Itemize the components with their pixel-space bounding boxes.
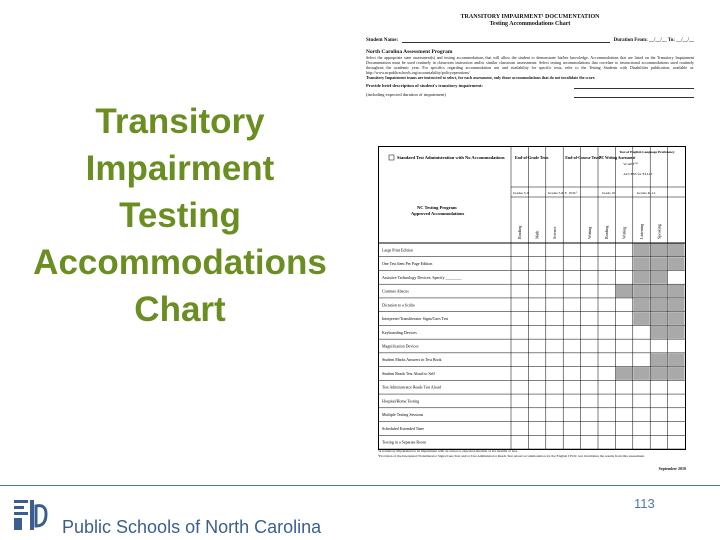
grade-label: Grades K–12 <box>636 191 656 195</box>
title-line: Impairment <box>85 149 275 188</box>
describe-field[interactable] <box>574 83 694 89</box>
shaded-cell <box>651 353 667 366</box>
eoc-label: End-of-Course Tests² <box>565 155 602 160</box>
row-label: Keyboarding Devices <box>382 329 417 335</box>
title-line: Accommodations <box>33 243 327 282</box>
row-label: Student Reads Test Aloud to Self <box>382 370 435 376</box>
row-label: Interpreter/Transliterator Signs/Cues Test <box>382 316 449 322</box>
documentation-form <box>366 10 694 475</box>
shaded-cell <box>651 326 667 339</box>
shaded-cell <box>633 367 649 380</box>
doc-subtitle: Testing Accommodations Chart <box>489 21 571 27</box>
grade-label: Grades 3–8 <box>513 191 530 195</box>
instructions: Select the appropriate state assessment(s) and testing accommodations that will allow the student to demonstrate his/her knowledge. Accommodations that are listed on the Transitory Impairment Documentation must be used routinely in classroom instruction and/or similar classroom assessments. Select testing accommodations that correlate to instructional accommodations used routinely throughout the academic year. For specifics regarding accommodation use and availability for specific tests, refer to the Testing Students with Disabilities publication, available at: http://www.ncpublicschools.org/accountability/policyoperations/ <box>366 55 694 75</box>
duration-note: (including expected duration of impairment) <box>366 92 446 97</box>
footnotes <box>378 449 684 458</box>
shaded-cell <box>651 257 667 270</box>
row-label: Test Administrator Reads Test Aloud <box>382 384 441 390</box>
shaded-cell <box>633 271 649 284</box>
row-label: Cranmer Abacus <box>382 288 409 294</box>
row-label: Multiple Testing Sessions <box>382 412 424 418</box>
nc-logo-icon <box>12 496 50 532</box>
shaded-cell <box>668 244 684 257</box>
row-label: Testing in a Separate Room <box>382 439 427 445</box>
slide-title <box>20 98 340 333</box>
shaded-cell <box>616 285 632 298</box>
program-title: North Carolina Assessment Program <box>366 49 453 55</box>
row-label: Magnification Devices <box>382 343 419 349</box>
warning-text: Transitory Impairment teams are instructed to select, for each assessment, only those accommodations that do not invalidate the score. <box>366 75 596 80</box>
shaded-cell <box>633 298 649 311</box>
shaded-cell <box>668 312 684 325</box>
row-label: Large Print Edition <box>382 247 413 253</box>
row-label: Hospital/Home Testing <box>382 398 420 404</box>
column-label: Science <box>552 226 557 239</box>
access-label: ACCESS for ELLs® <box>623 172 653 176</box>
shaded-cell <box>668 326 684 339</box>
column-label: Writing <box>586 226 592 239</box>
writing-group-label: NC Writing Assessment <box>599 156 636 160</box>
duration-note-field[interactable] <box>574 92 694 98</box>
shaded-cell <box>668 257 684 270</box>
wapt-label: W-APT™ <box>623 162 638 166</box>
shaded-cell <box>668 353 684 366</box>
shaded-cell <box>668 298 684 311</box>
describe-label: Provide brief description of student's transitory impairment: <box>366 83 483 88</box>
doc-title: TRANSITORY IMPAIRMENT¹ DOCUMENTATION <box>460 14 600 20</box>
accommodations-grid <box>378 146 686 450</box>
describe-row <box>366 83 694 89</box>
title-line: Testing <box>119 196 241 235</box>
shaded-cell <box>668 367 684 380</box>
shaded-cell <box>668 285 684 298</box>
grid-svg <box>379 147 685 449</box>
grade-label: Grade 10 <box>602 191 615 195</box>
standard-checkbox <box>389 155 394 160</box>
shaded-cell <box>633 285 649 298</box>
row-label: Dictation to a Scribe <box>382 302 415 308</box>
shaded-cell <box>633 257 649 270</box>
title-line: Chart <box>134 290 226 329</box>
program-label: NC Testing Program <box>417 205 457 210</box>
doc-date: September 2010 <box>658 466 686 471</box>
footnote-1: ¹A transitory impairment is an impairment with an actual or expected duration of six months or less. <box>378 449 518 453</box>
row-label: Scheduled Extended Time <box>382 425 424 431</box>
duration-label: Duration From: __/__/__ To: __/__/__ <box>613 38 694 43</box>
grade-label: Grades 5 & 8 <box>547 191 567 195</box>
shaded-cell <box>651 285 667 298</box>
student-name-field[interactable] <box>402 38 609 43</box>
row-label: Student Marks Answers in Test Book <box>382 357 442 363</box>
column-label: Reading <box>517 225 523 239</box>
column-label: Reading <box>604 225 610 239</box>
student-name-label: Student Name: <box>366 38 399 43</box>
column-label: Speaking <box>656 224 662 239</box>
shaded-cell <box>651 367 667 380</box>
footer-org-name: Public Schools of North Carolina <box>62 517 322 537</box>
approved-label: Approved Accommodations <box>411 211 465 216</box>
student-row <box>366 38 694 43</box>
row-label: Assistive Technology Devices: Specify ________ <box>382 274 462 280</box>
standard-label: Standard Test Administration with No Accommodations <box>397 155 505 160</box>
footer-divider <box>0 485 720 486</box>
shaded-cell <box>651 312 667 325</box>
footnote-2: ²Provision of the Interpreter/Transliterator Signs/Cues Test and/or Test Administrator Reads Test Aloud accommodation for the English I EOC test invalidates the results from this assessment. <box>378 453 646 458</box>
column-label: Math <box>534 230 540 239</box>
english-label: Test of English Language Proficiency <box>619 150 675 154</box>
shaded-cell <box>616 367 632 380</box>
page-number: 113 <box>634 496 655 511</box>
shaded-cell <box>651 244 667 257</box>
shaded-cell <box>651 271 667 284</box>
column-label: Listening <box>639 223 644 239</box>
grade-label: EOC³ <box>569 191 578 195</box>
row-label: One Test Item Per Page Edition <box>382 261 433 267</box>
shaded-cell <box>633 244 649 257</box>
shaded-cell <box>633 312 649 325</box>
shaded-cell <box>651 298 667 311</box>
eog-label: End-of-Grade Tests <box>515 155 549 160</box>
duration-note-row <box>366 92 694 98</box>
title-line: Transitory <box>95 102 265 141</box>
column-label: Writing <box>621 226 627 239</box>
